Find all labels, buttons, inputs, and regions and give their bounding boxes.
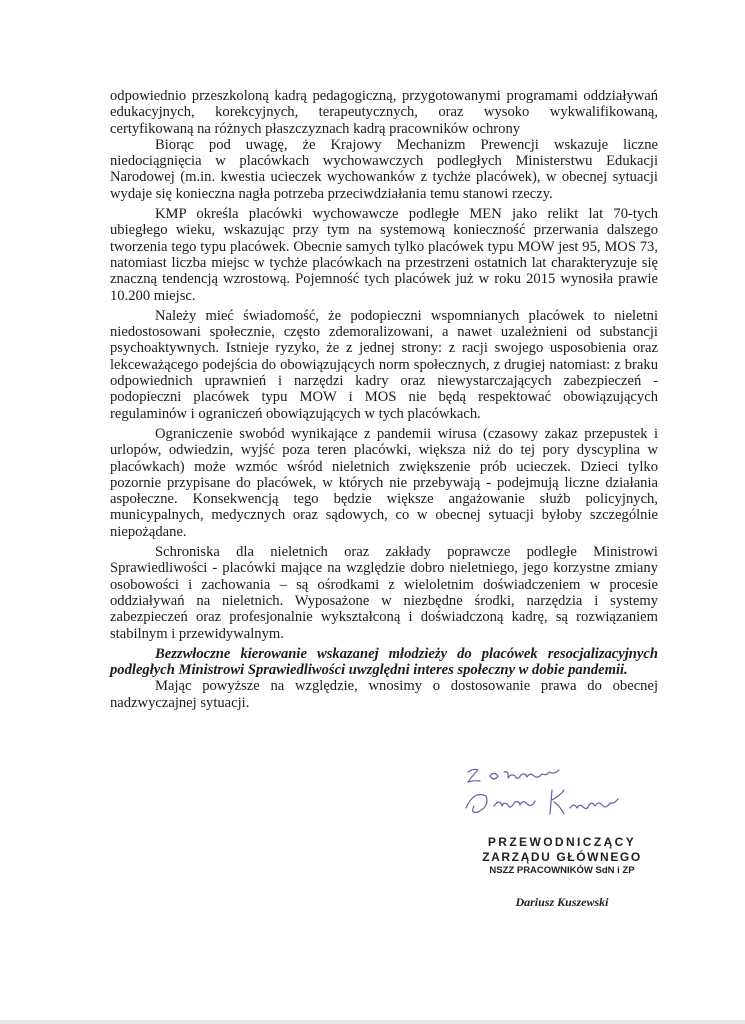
official-stamp	[462, 834, 662, 910]
stamp-title: PRZEWODNICZĄCY	[487, 835, 637, 849]
paragraph-men-facilities: KMP określa placówki wychowawcze podległe MEN jako relikt lat 70-tych ubiegłego wieku, wskazując przy tym na systemową konieczność przerwania dalszego tworzenia tego typu placówek. Obecnie samych tylko placówek typu MOW jest 95, MOS 73, natomiast liczba miejsc w tychże placówkach na przestrzeni ostatnich lat charakteryzuje się znaczną tendencją wzrostową. Pojemność tych placówek już w roku 2015 wynosiła prawie 10.200 miejsc.	[110, 206, 658, 304]
paragraph-request: Mając powyższe na względzie, wnosimy o dostosowanie prawa do obecnej nadzwyczajnej sytuacji.	[110, 678, 658, 711]
scan-edge	[0, 1020, 745, 1024]
handwritten-signature	[460, 760, 660, 825]
paragraph-pandemic: Ograniczenie swobód wynikające z pandemii wirusa (czasowy zakaz przepustek i urlopów, odwiedzin, wyjść poza teren placówki, większa niż do tej pory dyscyplina w placówkach) może wzmóc wśród nieletnich zwiększenie prób ucieczek. Dzieci tylko pozornie przypisane do placówek, w których nie przebywają - podejmują liczne działania aspołeczne. Konsekwencją tego będzie większe angażowanie służb policyjnych, municypalnych, medycznych oraz sądowych, co w obecnej sytuacji byłoby szczególnie niepożądane.	[110, 425, 658, 540]
stamp-board: ZARZĄDU GŁÓWNEGO	[482, 850, 642, 864]
paragraph-recommendation: Bezzwłoczne kierowanie wskazanej młodzieży do placówek resocjalizacyjnych podległych Ministrowi Sprawiedliwości uwzględni interes społeczny w dobie pandemii.	[110, 645, 658, 679]
paragraph-risk: Należy mieć świadomość, że podopieczni wspomnianych placówek to nieletni niedostosowani społecznie, często zdemoralizowani, a nawet uzależnieni od substancji psychoaktywnych. Istnieje ryzyko, że z jednej strony: z racji swojego usposobienia oraz lekceważącego podejścia do obowiązujących norm społecznych, z drugiej natomiast: z braku odpowiednich uprawnień i narzędzi kadry oraz niewystarczających zabezpieczeń - podopieczni placówek typu MOW i MOS nie będą respektować obowiązujących regulaminów i ograniczeń obowiązujących w tych placówkach.	[110, 307, 658, 422]
stamp-signatory: Dariusz Kuszewski	[515, 895, 609, 909]
paragraph-ministry-justice: Schroniska dla nieletnich oraz zakłady poprawcze podległe Ministrowi Sprawiedliwości - placówki mające na względzie dobro nieletniego, jego korzystne zmiany osobowości i zachowania – są ośrodkami z wieloletnim doświadczeniem w procesie oddziaływań na nieletnich. Wyposażone w niezbędne środki, narzędzia i systemy zabezpieczeń oraz profesjonalnie wykształconą i doświadczoną kadrę, są rozwiązaniem stabilnym i przewidywalnym.	[110, 544, 658, 642]
letter-body	[110, 88, 658, 711]
paragraph-kmp-findings: Biorąc pod uwagę, że Krajowy Mechanizm Prewencji wskazuje liczne niedociągnięcia w placówkach wychowawczych podległych Ministerstwu Edukacji Narodowej (m.in. kwestia ucieczek wychowanków z tychże placówek), w obecnej sytuacji wydaje się konieczna nagła potrzeba przeciwdziałania temu stanowi rzeczy.	[110, 136, 658, 202]
stamp-union: NSZZ PRACOWNIKÓW SdN i ZP	[489, 865, 635, 876]
paragraph-continuation: odpowiednio przeszkoloną kadrą pedagogiczną, przygotowanymi programami oddziaływań edukacyjnych, korekcyjnych, terapeutycznych, oraz wysoko wykwalifikowaną, certyfikowaną na różnych płaszczyznach kadrą pracowników ochrony	[110, 88, 658, 137]
